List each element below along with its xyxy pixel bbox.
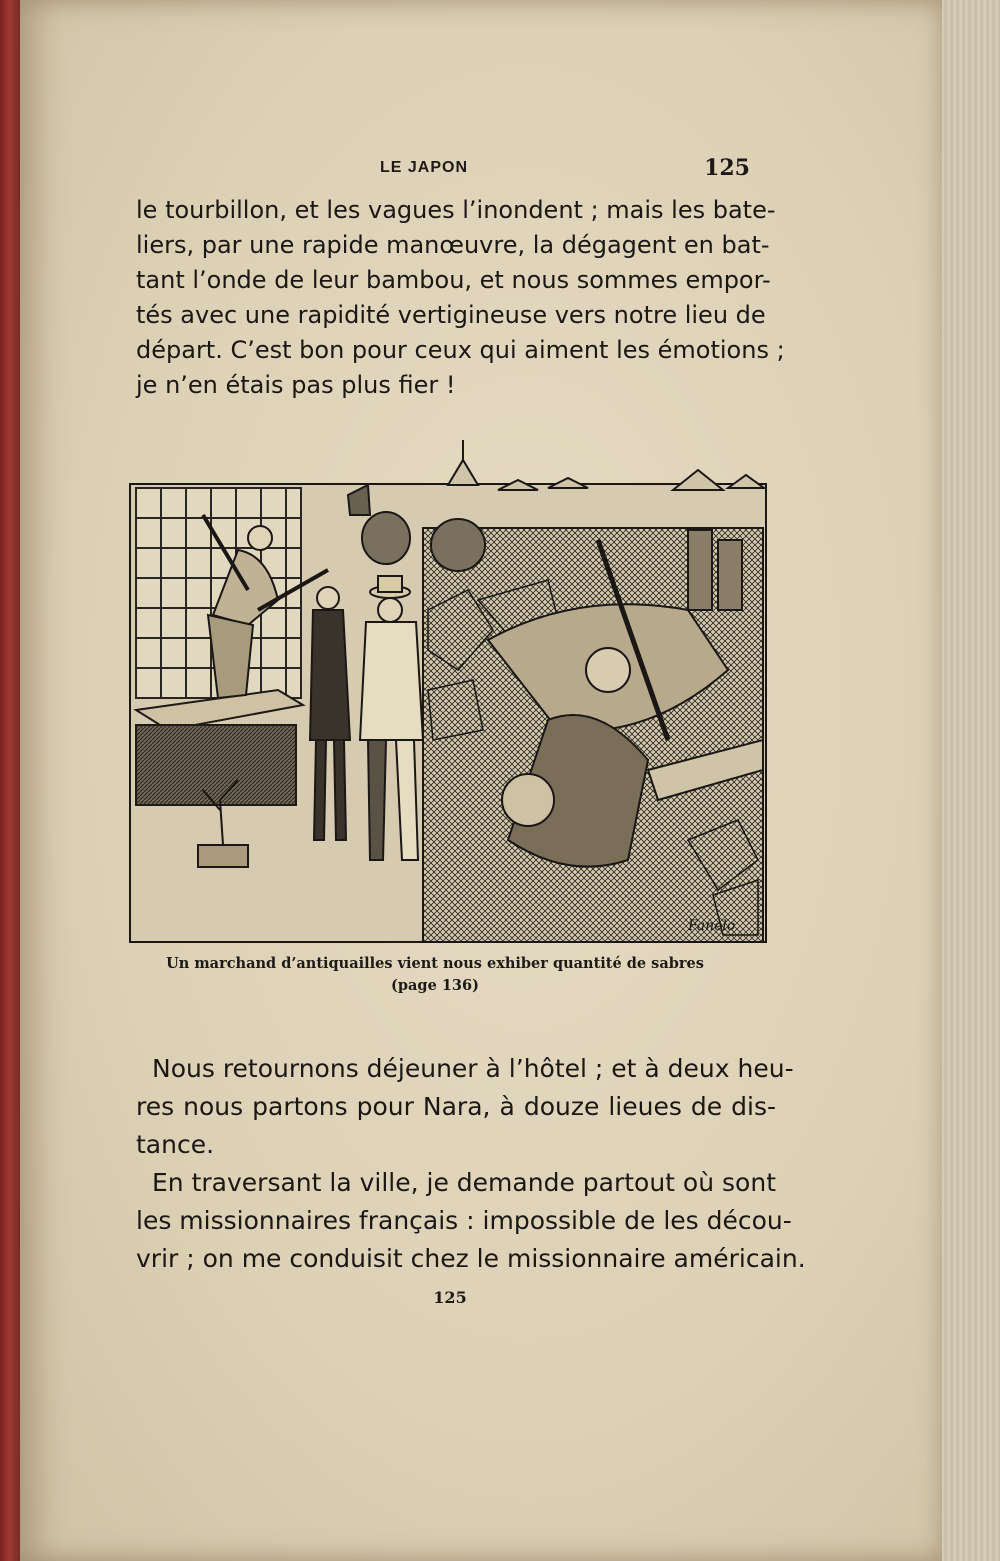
artist-signature: Fanelo — [688, 918, 736, 934]
text-line: vrir ; on me conduisit chez le missionnaire américain. — [136, 1244, 806, 1273]
text-line: je n’en étais pas plus fier ! — [136, 371, 456, 399]
text-line: tés avec une rapidité vertigineuse vers notre lieu de — [136, 301, 766, 329]
text-line: les missionnaires français : impossible de les décou- — [136, 1206, 792, 1235]
text-line: En traversant la ville, je demande partout où sont — [152, 1168, 776, 1197]
text-line: le tourbillon, et les vagues l’inondent ; mais les bate- — [136, 196, 776, 224]
text-line: Nous retournons déjeuner à l’hôtel ; et à deux heu- — [152, 1054, 794, 1083]
figure-caption — [130, 953, 740, 997]
text-line: tance. — [136, 1130, 215, 1159]
engraving-illustration — [128, 440, 768, 946]
paragraph-bottom — [136, 1050, 806, 1278]
platform — [136, 690, 303, 805]
running-title: LE JAPON — [380, 159, 469, 176]
page-edges — [940, 0, 1000, 1561]
running-head — [140, 155, 750, 185]
page-number: 125 — [704, 155, 750, 181]
text-line: liers, par une rapide manœuvre, la dégagent en bat- — [136, 231, 770, 259]
caption-line: Un marchand d’antiquailles vient nous exhiber quantité de sabres — [166, 955, 704, 972]
book-page — [20, 0, 942, 1561]
text-line: res nous partons pour Nara, à douze lieues de dis- — [136, 1092, 776, 1121]
text-line: tant l’onde de leur bambou, et nous sommes empor- — [136, 266, 771, 294]
caption-page-ref: (page 136) — [391, 977, 479, 994]
paragraph-top — [136, 193, 785, 403]
text-line: départ. C’est bon pour ceux qui aiment les émotions ; — [136, 336, 785, 364]
folio-bottom: 125 — [433, 1288, 467, 1307]
